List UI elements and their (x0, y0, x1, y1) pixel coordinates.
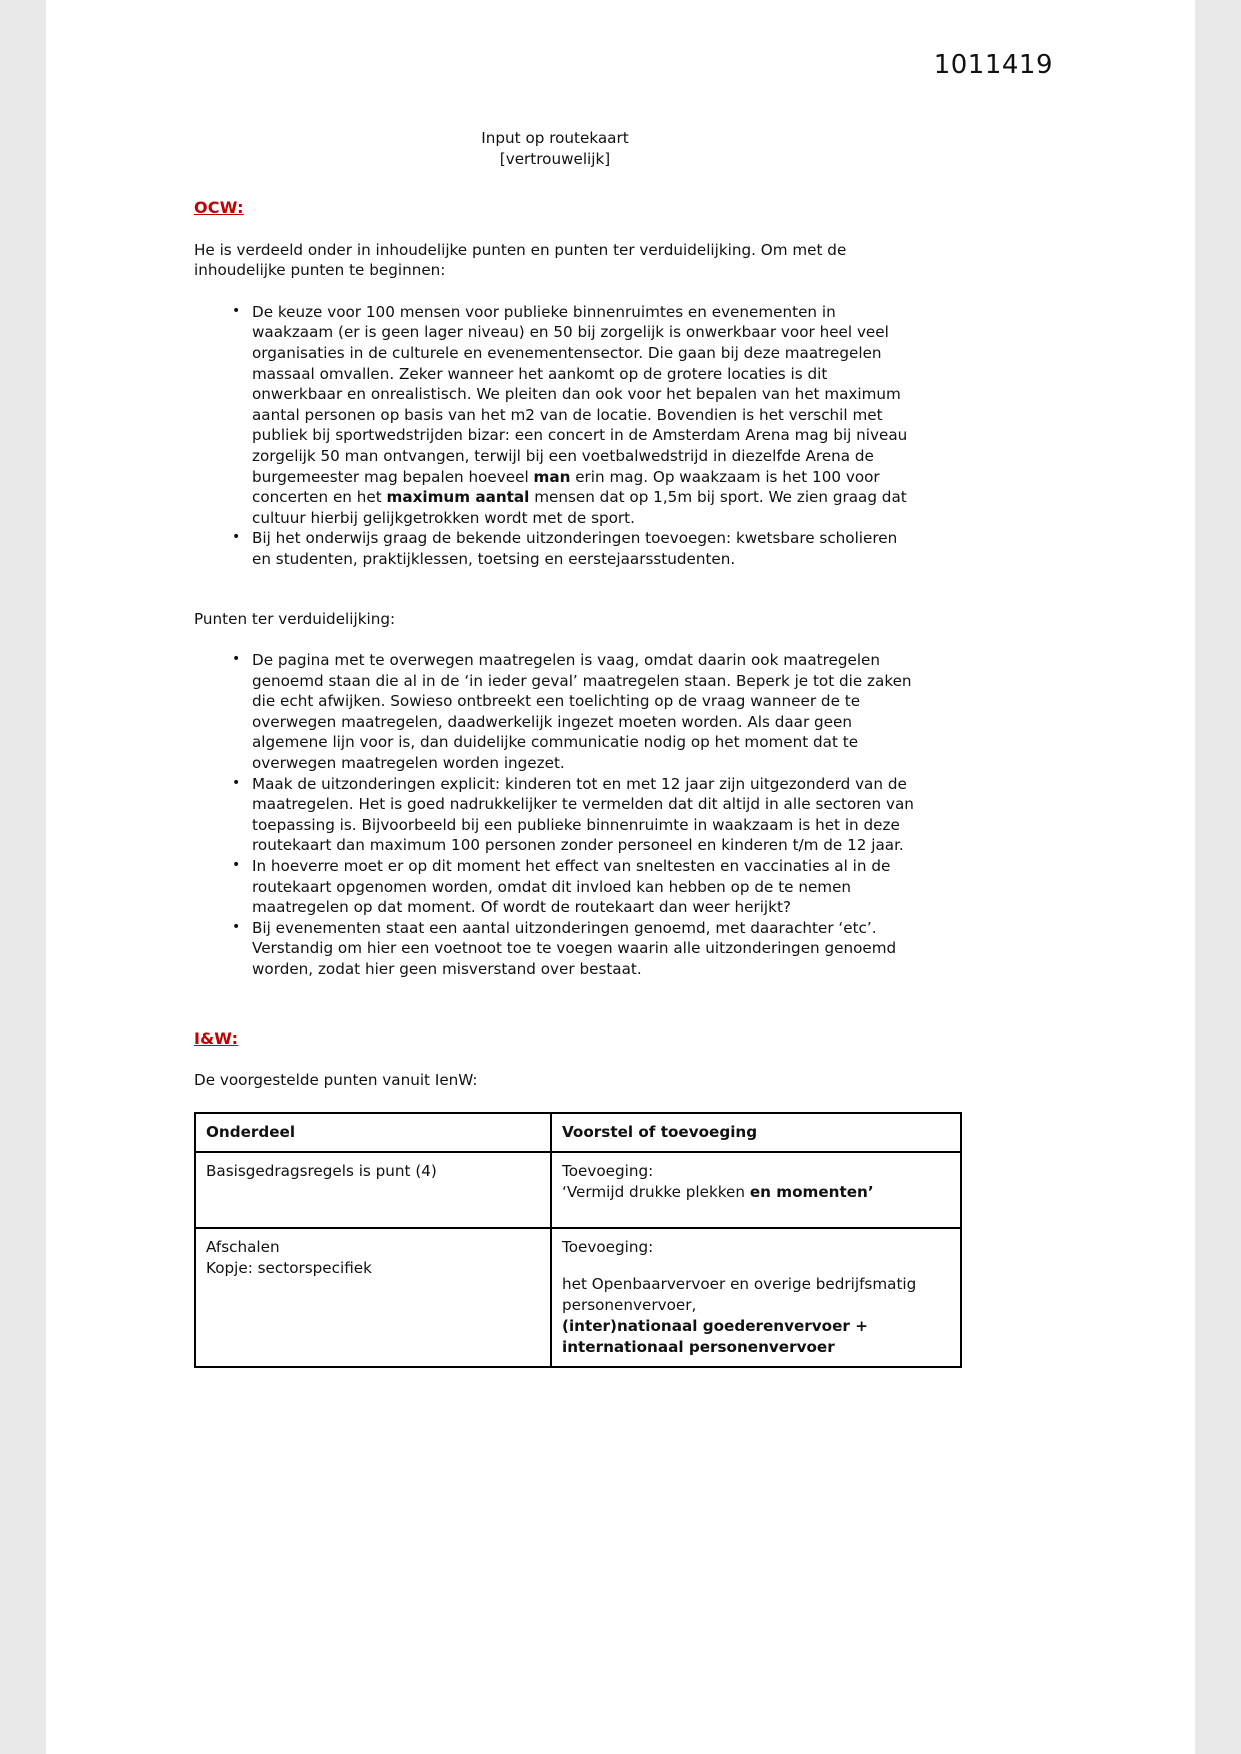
column-header-label: Voorstel of toevoeging (562, 1122, 758, 1141)
table-header-cell-voorstel (551, 1113, 961, 1152)
header-subtitle: [vertrouwelijk] (499, 150, 611, 168)
bullet-bold-man: man (533, 467, 571, 486)
column-header-label: Onderdeel (206, 1122, 296, 1141)
ocw-clarify-intro: Punten ter verduidelijking: (194, 609, 396, 628)
section-heading-ocw: OCW: (194, 198, 244, 217)
bullet-bold-maximum: maximum aantal (386, 488, 530, 507)
cell-text-bold: en momenten’ (749, 1182, 874, 1201)
cell-line: Toevoeging: (562, 1237, 654, 1256)
header-title: Input op routekaart (481, 129, 629, 147)
table-header-row (195, 1113, 961, 1152)
cell-text-plain: ‘Vermijd drukke plekken (562, 1182, 750, 1201)
table-header-cell-onderdeel (195, 1113, 551, 1152)
ocw-intro-paragraph: He is verdeeld onder in inhoudelijke punten en punten ter verduidelijking. Om met de inhoudelijke punten te beginnen: (194, 240, 847, 280)
cell-line: Kopje: sectorspecifiek (206, 1258, 372, 1277)
cell-line (562, 1337, 950, 1358)
cell-line: Afschalen (206, 1237, 280, 1256)
cell-line (562, 1182, 950, 1203)
table-cell-voorstel (551, 1228, 961, 1367)
table-cell-voorstel (551, 1152, 961, 1228)
iw-proposals-table (194, 1112, 962, 1368)
list-item: • Bij evenementen staat een aantal uitzonderingen genoemd, met daarachter ‘etc’. Verstandig om hier een voetnoot toe te voegen waarin alle uitzonderingen genoemd worden, zodat hier geen misverstand over bestaat. (230, 918, 916, 980)
bullet-text-before: De keuze voor 100 mensen voor publieke binnenruimtes en evenementen in waakzaam (er is geen lager niveau) en 50 bij zorgelijk is onwerkbaar voor heel veel organisaties in de culturele en evenementensector. Die gaan bij deze maatregelen massaal omvallen. Zeker wanneer het aankomt op de grotere locaties is dit onwerkbaar en onrealistisch. We pleiten dan ook voor het bepalen van het maximum aantal personen op basis van het m2 van de locatie. Bovendien is het verschil met publiek bij sportwedstrijden bizar: een concert in de Amsterdam Arena mag bij niveau zorgelijk 50 man ontvangen, terwijl bij een voetbalwedstrijd in diezelfde Arena de burgemeester mag bepalen hoeveel (252, 302, 908, 486)
cell-line: Toevoeging: (562, 1161, 654, 1180)
table-cell-onderdeel (195, 1228, 551, 1367)
list-item: • Maak de uitzonderingen explicit: kinderen tot en met 12 jaar zijn uitgezonderd van de maatregelen. Het is goed nadrukkelijker te vermelden dat dit altijd in alle sectoren van toepassing is. Bijvoorbeeld bij een publieke binnenruimte in waakzaam is het in deze routekaart dan maximum 100 personen zonder personeel en kinderen t/m de 12 jaar. (230, 774, 916, 856)
list-item (230, 302, 916, 529)
section-heading-iw: I&W: (194, 1028, 239, 1048)
table-cell-onderdeel (195, 1152, 551, 1228)
bullet-text-after: mensen dat op 1,5m bij sport. We zien graag dat cultuur hierbij gelijkgetrokken wordt met de sport. (252, 488, 907, 527)
table-row (195, 1228, 961, 1367)
cell-text-bold: internationaal personenvervoer (562, 1337, 835, 1356)
document-page (46, 0, 1195, 1754)
ocw-content-bullet-list (194, 302, 916, 570)
list-item: • De pagina met te overwegen maatregelen is vaag, omdat daarin ook maatregelen genoemd staan die al in de ‘in ieder geval’ maatregelen staan. Beperk je tot die zaken die echt afwijken. Sowieso ontbreekt een toelichting op de vraag wanneer de te overwegen maatregelen, daadwerkelijk ingezet moeten worden. Als daar geen algemene lijn voor is, dan duidelijke communicatie nodig op het moment dat te overwegen maatregelen worden ingezet. (230, 650, 916, 774)
document-number: 1011419 (933, 50, 1053, 80)
bullet-text-mid: erin mag. Op waakzaam is het 100 voor concerten en het (252, 467, 880, 507)
ocw-clarify-bullet-list (194, 650, 916, 980)
list-item (230, 528, 916, 569)
document-content (194, 128, 916, 1368)
list-item: • In hoeverre moet er op dit moment het effect van sneltesten en vaccinaties al in de routekaart opgenomen worden, omdat dit invloed kan hebben op de te nemen maatregelen op dat moment. Of wordt de routekaart dan weer herijkt? (230, 856, 916, 918)
iw-intro-paragraph: De voorgestelde punten vanuit IenW: (194, 1071, 478, 1090)
cell-line: Basisgedragsregels is punt (4) (206, 1161, 437, 1180)
document-header (194, 128, 916, 170)
bullet-text: Bij het onderwijs graag de bekende uitzonderingen toevoegen: kwetsbare scholieren en studenten, praktijklessen, toetsing en eerstejaarsstudenten. (252, 529, 898, 568)
table-row (195, 1152, 961, 1228)
cell-line: het Openbaarvervoer en overige bedrijfsmatig personenvervoer, (562, 1274, 917, 1314)
cell-text-bold: (inter)nationaal goederenvervoer + (562, 1316, 868, 1335)
cell-line (562, 1316, 950, 1337)
